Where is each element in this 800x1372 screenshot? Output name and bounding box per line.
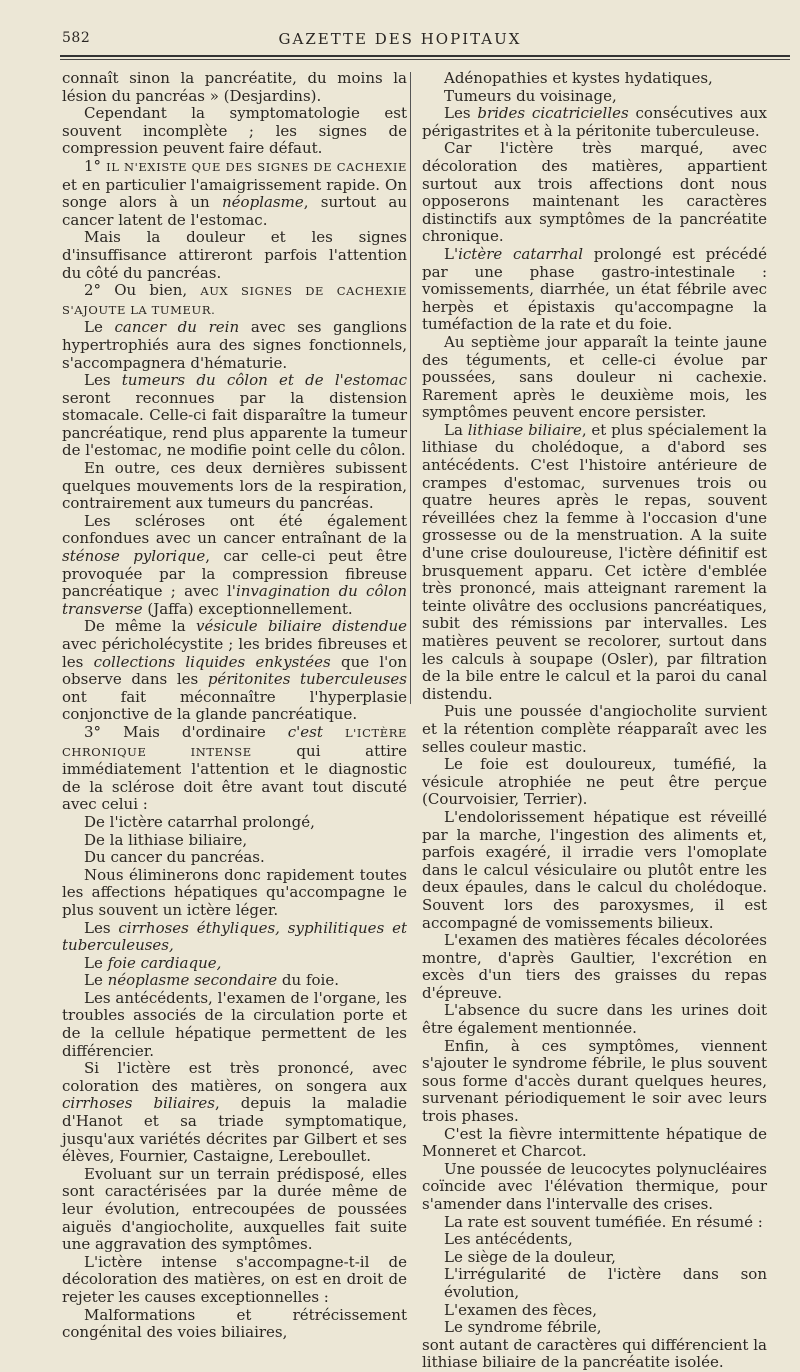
text-run: (Jaffa) exceptionnellement. [142,599,353,618]
text-run: L'irrégularité de l'ictère dans son évolution, [444,1265,767,1301]
paragraph [62,972,407,990]
text-run: L' [444,244,459,263]
list-item [62,832,407,850]
italic-text: vésicule biliaire distendue [196,617,408,636]
text-run: En outre, ces deux dernières subissent quelques mouvements lors de la respiration, contrairement aux tumeurs du pancréas. [62,459,407,513]
paragraph [62,282,407,319]
paragraph [422,88,767,106]
text-run: L'examen des fèces, [444,1300,598,1319]
paragraph [422,140,767,246]
paragraph [62,70,407,105]
text-run: Le [84,318,115,337]
paragraph [422,1161,767,1214]
italic-text: péritonites tuberculeuses [207,670,408,689]
text-run: Puis une poussée d'angiocholite survient et la rétention complète réapparaît avec les selles couleur mastic. [422,702,767,756]
paragraph [62,724,407,814]
text-run: consécutives aux périgastrites et à la péritonite tuberculeuse. [422,104,767,140]
text-run: Enfin, à ces symptômes, viennent s'ajouter le syndrome fébrile, le plus souvent sous forme d'accès durant quelques heures, survenant périodiquement le soir avec leurs trois phases. [422,1036,767,1126]
italic-text: collections liquides enkystées [93,652,331,671]
text-run: Adénopathies et kystes hydatiques, [444,69,713,87]
text-run: 3° Mais d'ordinaire [84,722,288,741]
italic-text: tumeurs du côlon et de l'estomac [121,371,407,390]
text-run: Les antécédents, [444,1230,573,1249]
text-run: qui attire immédiatement l'attention et le diagnostic de la sclérose doit être avant tout discuté avec celui : [62,741,407,814]
text-run: Les [444,104,478,123]
text-run: Evoluant sur un terrain prédisposé, elles sont caractérisées par la durée même de leur évolution, entrecoupées de poussées aiguës d'angiocholite, auxquelles fait suite une aggravation des symptômes. [62,1164,407,1254]
paragraph [422,334,767,422]
italic-text: cirrhoses biliaires [62,1094,216,1113]
text-run: connaît sinon la pancréatite, du moins la lésion du pancréas » (Desjardins). [62,69,407,105]
paragraph [62,513,407,619]
italic-text: cancer du rein [114,318,240,337]
text-run: Si l'ictère est très prononcé, avec coloration des matières, on songera aux [62,1059,407,1095]
text-run: L'ictère intense s'accompagne-t-il de décoloration des matières, on est en droit de rejeter les causes exceptionnelles : [62,1252,407,1306]
text-run: Car l'ictère très marqué, avec décoloration des matières, appartient surtout aux trois affections dont nous opposerons maintenant les caractères distinctifs aux symptômes de la pancréatite chronique. [422,139,767,246]
paragraph [62,990,407,1060]
text-run: Les [84,918,119,937]
paragraph [422,809,767,932]
text-run: La rate est souvent tuméfiée. En résumé : [444,1212,763,1231]
small-caps-text: L'ICTÈRE CHRONIQUE INTENSE [62,725,407,759]
page-header [0,0,800,58]
text-run: L'examen des matières fécales décolorées montre, d'après Gaultier, l'excrétion en excès d'un tiers des graisses du repas d'épreuve. [422,931,767,1002]
paragraph [422,1002,767,1037]
list-item [422,1231,767,1249]
text-run: du foie. [277,971,339,990]
italic-text: c'est [287,722,323,741]
paragraph [62,460,407,513]
paragraph [62,319,407,372]
paragraph [62,105,407,158]
paragraph [422,422,767,704]
text-run: seront reconnues par la distension stomacale. Celle-ci fait disparaître la tumeur pancréatique, rend plus apparente la tumeur de l'estomac, ne modifie point celle du côlon. [62,388,407,460]
text-run: avec ses ganglions hypertrophiés aura des signes fonctionnels, s'accompagnera d'hématurie. [62,318,407,372]
paragraph [62,1254,407,1307]
text-run: et en particulier l'amaigrissement rapide. On songe alors à un [62,175,407,212]
text-run: Cependant la symptomatologie est souvent incomplète ; les signes de compression peuvent faire défaut. [62,104,407,158]
text-run: Le syndrome fébrile, [444,1318,602,1337]
paragraph [422,246,767,334]
italic-text: lithiase biliaire [467,420,582,439]
text-run: , et plus spécialement la lithiase du cholédoque, a d'abord ses antécédents. C'est l'histoire antérieure de crampes d'estomac, survenues trois ou quatre heures après le repas, souvent réveillées chez la femme à l'occasion d'une grossesse ou de la menstruation. A la suite d'une crise douloureuse, l'ictère définitif est brusquement apparu. Cet ictère d'emblée très prononcé, mais atteignant rarement la teinte olivâtre des occlusions pancréatiques, subit des rémissions par intervalles. Les matières peuvent se recolorer, surtout dans les calculs à soupape (Osler), par filtration de la bile entre le calcul et la paroi du canal distendu. [422,420,767,703]
paragraph [62,1166,407,1254]
text-run: , car celle-ci peut être provoquée par la compression fibreuse pancréatique ; avec l' [62,547,407,601]
text-run: 2° Ou bien, [84,281,201,300]
paragraph [422,1038,767,1126]
list-item [62,849,407,867]
text-run: De la lithiase biliaire, [84,830,248,849]
text-run: ont fait méconnaître l'hyperplasie conjonctive de la glande pancréatique. [62,687,407,724]
paragraph [422,703,767,756]
list-item [422,1249,767,1267]
italic-text: ictère catarrhal [458,244,584,263]
text-run: L'absence du sucre dans les urines doit être également mentionnée. [422,1001,767,1038]
paragraph [422,932,767,1002]
list-item [422,1319,767,1337]
text-run: Le [84,953,108,972]
text-run: Les scléroses ont été également confondues avec un cancer entraînant de la [62,511,407,548]
italic-text: sténose pylorique [62,547,206,566]
small-caps-text: IL N'EXISTE QUE DES SIGNES DE CACHEXIE [106,159,407,174]
paragraph [422,1337,767,1372]
text-run: L'endolorissement hépatique est réveillé par la marche, l'ingestion des aliments et, parfois exagéré, il irradie vers l'omoplate dans le calcul vésiculaire ou plutôt entre les deux épaules, dans le calcul du cholédoque. Souvent lors des paroxysmes, il est accompagné de vomissements bilieux. [422,807,767,932]
list-item [422,1302,767,1320]
text-run: Les [84,371,122,390]
list-item [62,814,407,832]
text-run: sont autant de caractères qui différencient la lithiase biliaire de la pancréatite isolée. [422,1335,767,1372]
text-run: Au septième jour apparaît la teinte jaune des téguments, et celle-ci évolue par poussées, sans douleur ni cachexie. Rarement après le deuxième mois, les symptômes peuvent encore persister. [422,332,767,422]
text-run: Le [84,971,108,990]
italic-text: néoplasme secondaire [107,971,278,990]
text-run: De l'ictère catarrhal prolongé, [84,812,315,831]
text-run: Une poussée de leucocytes polynucléaires coïncide avec l'élévation thermique, pour s'amender dans l'intervalle des crises. [422,1159,767,1213]
italic-text: néoplasme [222,193,304,212]
paragraph [422,1126,767,1161]
paragraph [62,955,407,973]
text-run: avec péricholécystite ; les brides fibreuses et les [62,635,407,671]
text-run: , surtout au cancer latent de l'estomac. [62,193,408,229]
text-run [323,723,345,741]
page-number: 582 [62,30,91,46]
paragraph [62,158,407,229]
italic-text: foie cardiaque, [107,953,222,972]
text-run: Du cancer du pancréas. [84,848,265,867]
paragraph [422,105,767,140]
text-run: , depuis la maladie d'Hanot et sa triade symptomatique, jusqu'aux variétés décrites par Gilbert et ses élèves, Fournier, Castaigne, Lereboullet. [62,1094,407,1166]
paragraph [62,618,407,724]
header-rule [60,55,790,57]
paragraph [62,1307,407,1342]
left-column [62,70,407,1342]
small-caps-text: AUX SIGNES DE CACHEXIE S'AJOUTE LA TUMEUR. [62,284,407,317]
text-run: Tumeurs du voisinage, [444,86,617,105]
text-run: que l'on observe dans les [62,652,407,689]
paragraph [422,70,767,88]
text-run: Malformations et rétrécissement congénital des voies biliaires, [62,1305,407,1342]
paragraph [422,1214,767,1232]
paragraph [422,756,767,809]
text-run: Le siège de la douleur, [444,1247,616,1266]
right-column [422,70,767,1372]
paragraph [62,867,407,920]
paragraph [62,372,407,460]
text-run: Mais la douleur et les signes d'insuffisance attireront parfois l'attention du côté du pancréas. [62,228,407,282]
column-divider [410,72,411,704]
text-run: De même la [84,617,197,636]
italic-text: brides cicatricielles [477,104,629,123]
paragraph [62,920,407,955]
italic-text: cirrhoses éthyliques, syphilitiques et tuberculeuses, [62,918,407,955]
text-run: 1° [84,156,107,175]
text-run: C'est la fièvre intermittente hépatique de Monneret et Charcot. [422,1124,767,1161]
header-rule-thin [60,59,790,60]
text-run: prolongé est précédé par une phase gastro-intestinale : vomissements, diarrhée, un état fébrile avec herpès et épistaxis qu'accompagne la tuméfaction de la rate et du foie. [422,244,767,334]
paragraph [62,1060,407,1166]
text-run: Nous éliminerons donc rapidement toutes les affections hépatiques qu'accompagne le plus souvent un ictère léger. [62,865,407,919]
journal-title: GAZETTE DES HOPITAUX [278,30,522,48]
paragraph [62,229,407,282]
text-run: Le foie est douloureux, tuméfié, la vésicule atrophiée ne peut être perçue (Courvoisier, Terrier). [422,755,767,809]
italic-text: invagination du côlon transverse [62,582,407,618]
text-run: Les antécédents, l'examen de l'organe, les troubles associés de la circulation porte et de la cellule hépatique permettent de les différencier. [62,988,407,1060]
text-run: La [444,420,468,439]
list-item [422,1266,767,1301]
